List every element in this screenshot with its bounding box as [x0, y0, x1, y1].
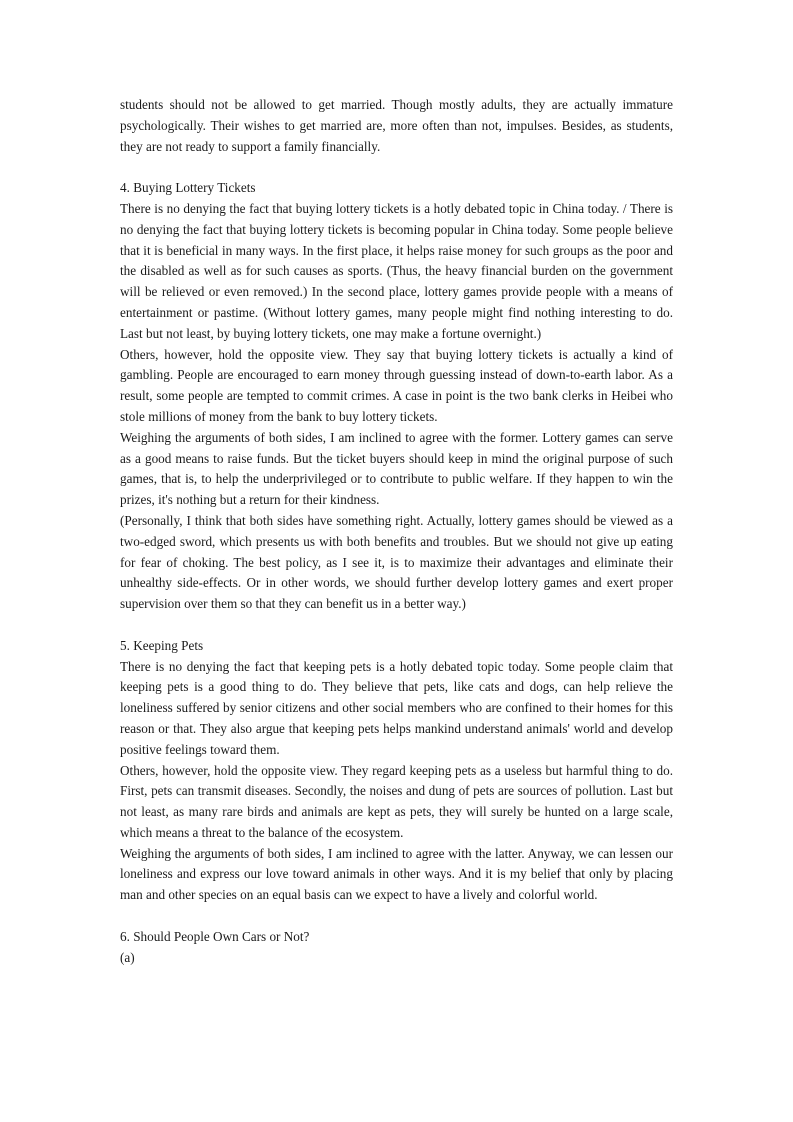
lottery-paragraph-2: Others, however, hold the opposite view. They say that buying lottery tickets is actually a kind of gambling. People are encouraged to earn money through guessing instead of down-to-earth labor. As a result, some people are tempted to commit crimes. A case in point is the two bank clerks in Heibei who stole millions of money from the bank to buy lottery tickets. [120, 346, 673, 424]
section-heading-lottery: 4. Buying Lottery Tickets [120, 180, 256, 196]
section-heading-cars: 6. Should People Own Cars or Not? [120, 928, 310, 944]
section-heading-pets: 5. Keeping Pets [120, 637, 204, 653]
document-body [120, 95, 673, 968]
lottery-paragraph-3: Weighing the arguments of both sides, I am inclined to agree with the former. Lottery games can serve as a good means to raise funds. But the ticket buyers should keep in mind the original purpose of such games, that is, to help the underprivileged or to contribute to public welfare. If they happen to win the prizes, it's nothing but a return for their kindness. [120, 429, 673, 508]
paragraph-gap [120, 906, 673, 927]
lottery-paragraph-1: There is no denying the fact that buying lottery tickets is a hotly debated topic in China today. / There is no denying the fact that buying lottery tickets is becoming popular in China today. Some people believe that it is beneficial in many ways. In the first place, it helps raise money for such groups as the poor and the disabled as well as for such causes as sports. (Thus, the heavy financial burden on the government will be relieved or even removed.) In the second place, lottery games provide people with a means of entertainment or pastime. (Without lottery games, many people might find nothing interesting to do. Last but not least, by buying lottery tickets, one may make a fortune overnight.) [120, 200, 673, 341]
pets-paragraph-3: Weighing the arguments of both sides, I am inclined to agree with the latter. Anyway, we can lessen our loneliness and express our love toward animals in other ways. And it is my belief that only by placing man and other species on an equal basis can we expect to have a lively and colorful world. [120, 845, 673, 903]
intro-paragraph: students should not be allowed to get married. Though mostly adults, they are actually immature psychologically. Their wishes to get married are, more often than not, impulses. Besides, as students, they are not ready to support a family financially. [120, 97, 673, 154]
pets-paragraph-1: There is no denying the fact that keeping pets is a hotly debated topic today. Some people claim that keeping pets is a good thing to do. They believe that pets, like cats and dogs, can help relieve the loneliness suffered by senior citizens and other social members who are confined to their homes for this reason or that. They also argue that keeping pets helps mankind understand animals' world and develop positive feelings toward them. [120, 658, 673, 757]
lottery-paragraph-4: (Personally, I think that both sides have something right. Actually, lottery games should be viewed as a two-edged sword, which presents us with both benefits and troubles. But we should not give up eating for fear of choking. The best policy, as I see it, is to maximize their advantages and eliminate their unhealthy side-effects. Or in other words, we should further develop lottery games and exert proper supervision over them so that they can benefit us in a better way.) [120, 512, 673, 612]
pets-paragraph-2: Others, however, hold the opposite view. They regard keeping pets as a useless but harmful thing to do. First, pets can transmit diseases. Secondly, the noises and dung of pets are sources of pollution. Last but not least, as many rare birds and animals are kept as pets, they will surely be hunted on a large scale, which means a threat to the balance of the ecosystem. [120, 762, 673, 840]
paragraph-gap [120, 615, 673, 636]
paragraph-gap [120, 157, 673, 178]
cars-subpoint-a: (a) [120, 949, 135, 965]
